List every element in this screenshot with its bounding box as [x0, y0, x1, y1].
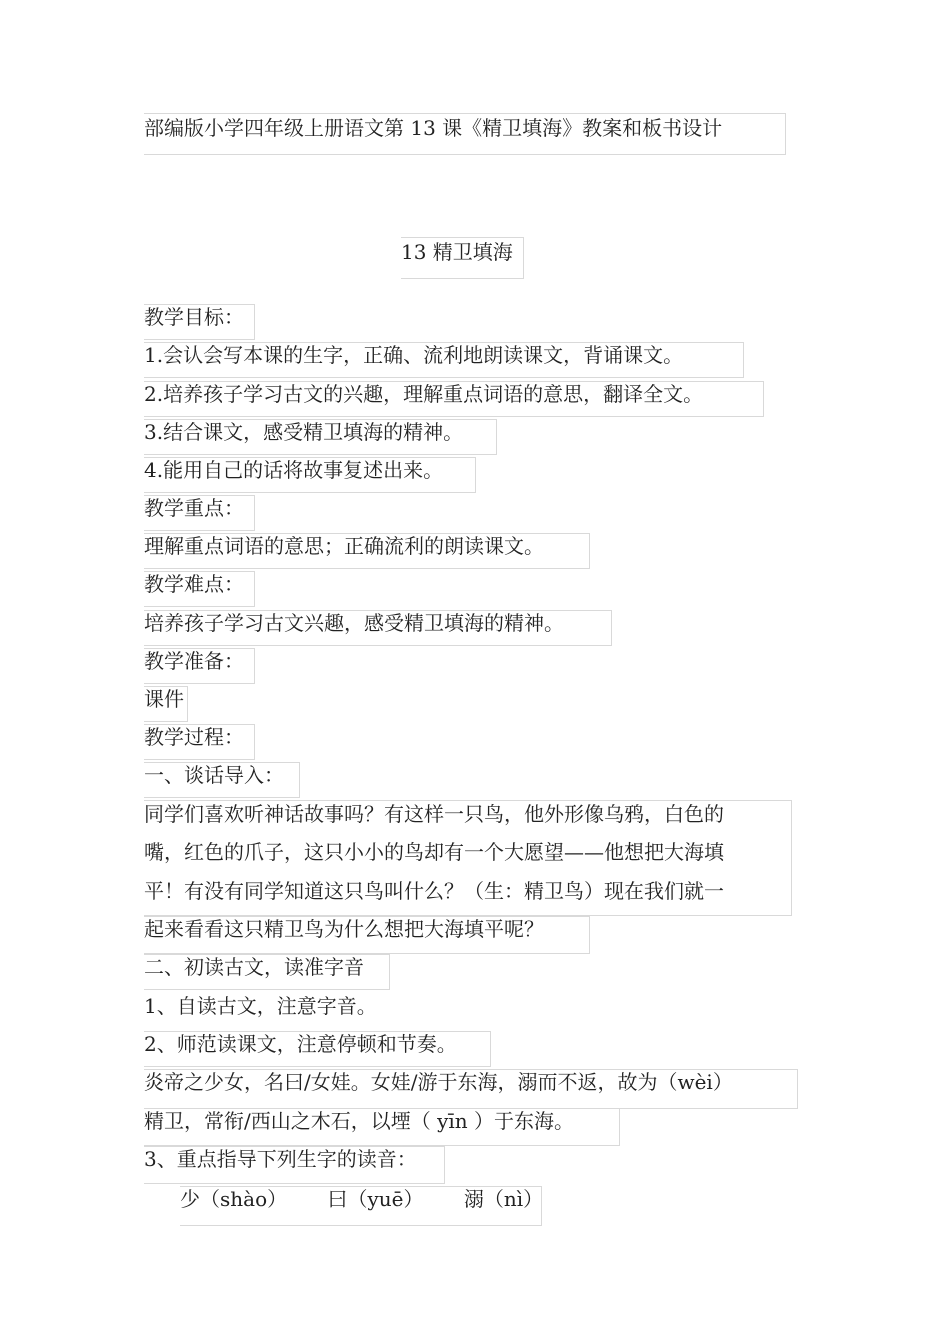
section1-line-3: 平！有没有同学知道这只鸟叫什么？（生：精卫鸟）现在我们就一 — [144, 879, 724, 903]
difficulties: 培养孩子学习古文兴趣，感受精卫填海的精神。 — [144, 611, 564, 635]
section1-heading: 一、谈话导入： — [144, 763, 284, 787]
section1-line-4: 起来看看这只精卫鸟为什么想把大海填平呢？ — [144, 917, 544, 941]
pinyin-shao: 少（shào） — [180, 1187, 288, 1211]
section2-heading: 二、初读古文，读准字音 — [144, 955, 364, 979]
objective-4: 4.能用自己的话将故事复述出来。 — [144, 458, 444, 482]
step-3: 3、重点指导下列生字的读音： — [144, 1147, 417, 1171]
objective-2: 2.培养孩子学习古文的兴趣，理解重点词语的意思，翻译全文。 — [144, 382, 704, 406]
process-heading: 教学过程： — [144, 725, 244, 749]
section1-line-2: 嘴，红色的爪子，这只小小的鸟却有一个大愿望——他想把大海填 — [144, 840, 724, 864]
document-title: 部编版小学四年级上册语文第 13 课《精卫填海》教案和板书设计 — [144, 116, 723, 140]
objective-1: 1.会认会写本课的生字，正确、流利地朗读课文，背诵课文。 — [144, 343, 684, 367]
ancient-text-line-1: 炎帝之少女，名曰/女娃。女娃/游于东海，溺而不返，故为（wèi） — [144, 1070, 733, 1094]
section1-line-1: 同学们喜欢听神话故事吗？有这样一只鸟，他外形像乌鸦，白色的 — [144, 802, 724, 826]
preparation: 课件 — [144, 687, 184, 711]
pinyin-yue: 曰（yuē） — [327, 1187, 424, 1211]
pinyin-ni: 溺（nì） — [463, 1187, 544, 1211]
key-points: 理解重点词语的意思；正确流利的朗读课文。 — [144, 534, 544, 558]
pinyin-row — [180, 1184, 577, 1214]
step-1: 1、自读古文，注意字音。 — [144, 994, 377, 1018]
difficulties-heading: 教学难点： — [144, 572, 244, 596]
step-2: 2、师范读课文，注意停顿和节奏。 — [144, 1032, 457, 1056]
ancient-text-line-2: 精卫，常衔/西山之木石，以堙（ yīn ）于东海。 — [144, 1109, 575, 1133]
key-points-heading: 教学重点： — [144, 496, 244, 520]
preparation-heading: 教学准备： — [144, 649, 244, 673]
lesson-title: 13 精卫填海 — [401, 240, 513, 264]
objectives-heading: 教学目标： — [144, 305, 244, 329]
objective-3: 3.结合课文，感受精卫填海的精神。 — [144, 420, 464, 444]
